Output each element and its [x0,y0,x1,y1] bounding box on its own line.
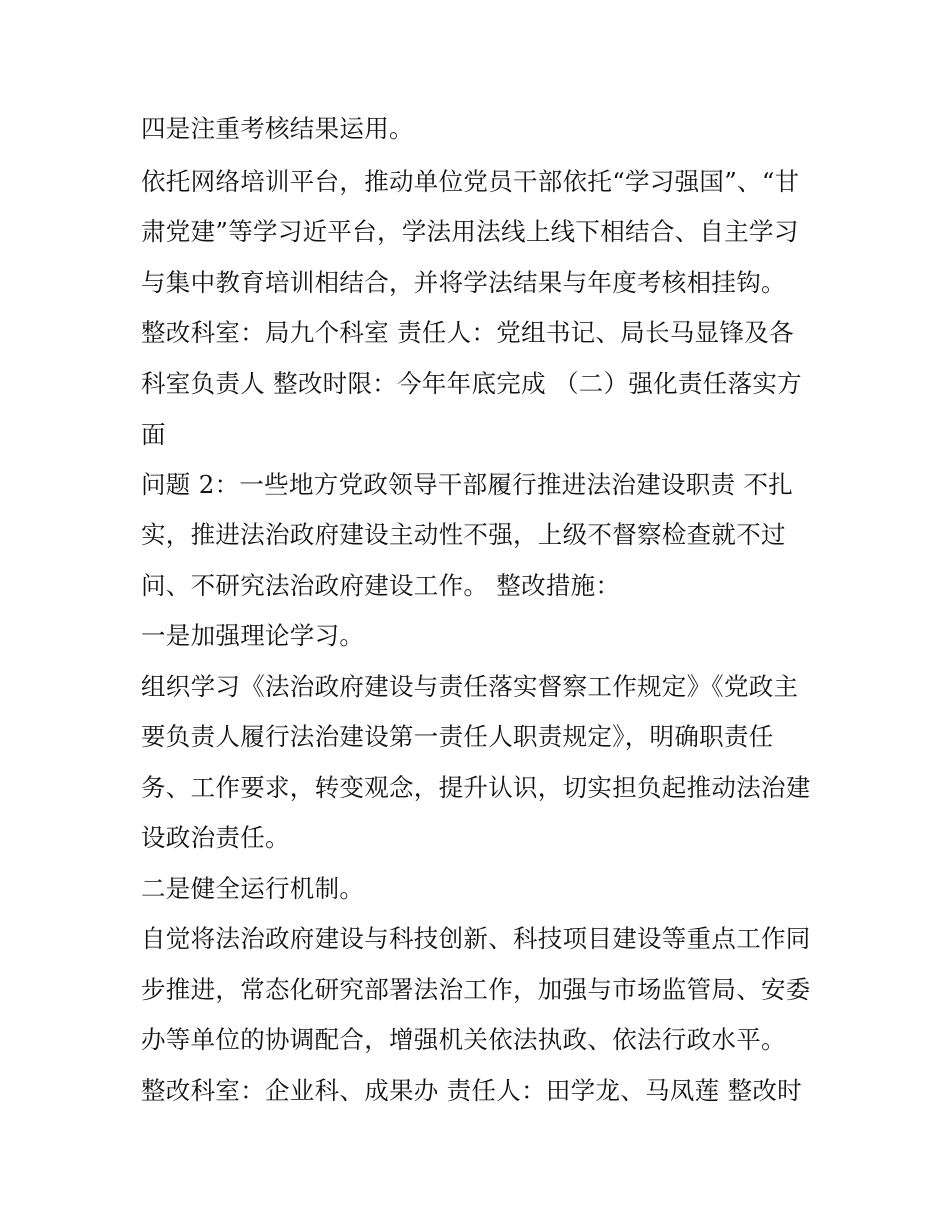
text-line: 问、不研究法治政府建设工作。 整改措施： [141,571,621,600]
text-line: 整改科室：企业科、成果办 责任人：田学龙、马凤莲 整改时 [141,1076,802,1105]
text-line: 办等单位的协调配合，增强机关依法执政、依法行政水平。 [141,1025,786,1054]
text-line: 组织学习《法治政府建设与责任落实督察工作规定》《党政主 [141,672,799,701]
text-line: 问题 2：一些地方党政领导干部履行推进法治建设职责 不扎 [141,470,794,499]
text-line: 肃党建”等学习近平台，学法用法线上线下相结合、自主学习 [141,217,799,246]
text-line: 务、工作要求，转变观念，提升认识，切实担负起推动法治建 [141,773,811,802]
text-line: 实，推进法治政府建设主动性不强，上级不督察检查就不过 [141,520,786,549]
text-line: 一是加强理论学习。 [141,621,365,650]
text-line: 设政治责任。 [141,823,290,852]
text-line: 自觉将法治政府建设与科技创新、科技项目建设等重点工作同 [141,924,811,953]
text-line: 面 [141,420,166,449]
text-line: 二是健全运行机制。 [141,874,365,903]
text-line: 科室负责人 整改时限：今年年底完成 （二）强化责任落实方 [141,369,802,398]
text-line: 与集中教育培训相结合，并将学法结果与年度考核相挂钩。 [141,268,786,297]
text-line: 要负责人履行法治建设第一责任人职责规定》，明确职责任 [141,722,774,751]
text-line: 步推进，常态化研究部署法治工作，加强与市场监管局、安委 [141,975,811,1004]
text-line: 依托网络培训平台，推动单位党员干部依托“学习强国”、“甘 [141,167,800,196]
text-line: 四是注重考核结果运用。 [141,114,414,143]
text-line: 整改科室：局九个科室 责任人：党组书记、局长马显锋及各 [141,318,794,347]
